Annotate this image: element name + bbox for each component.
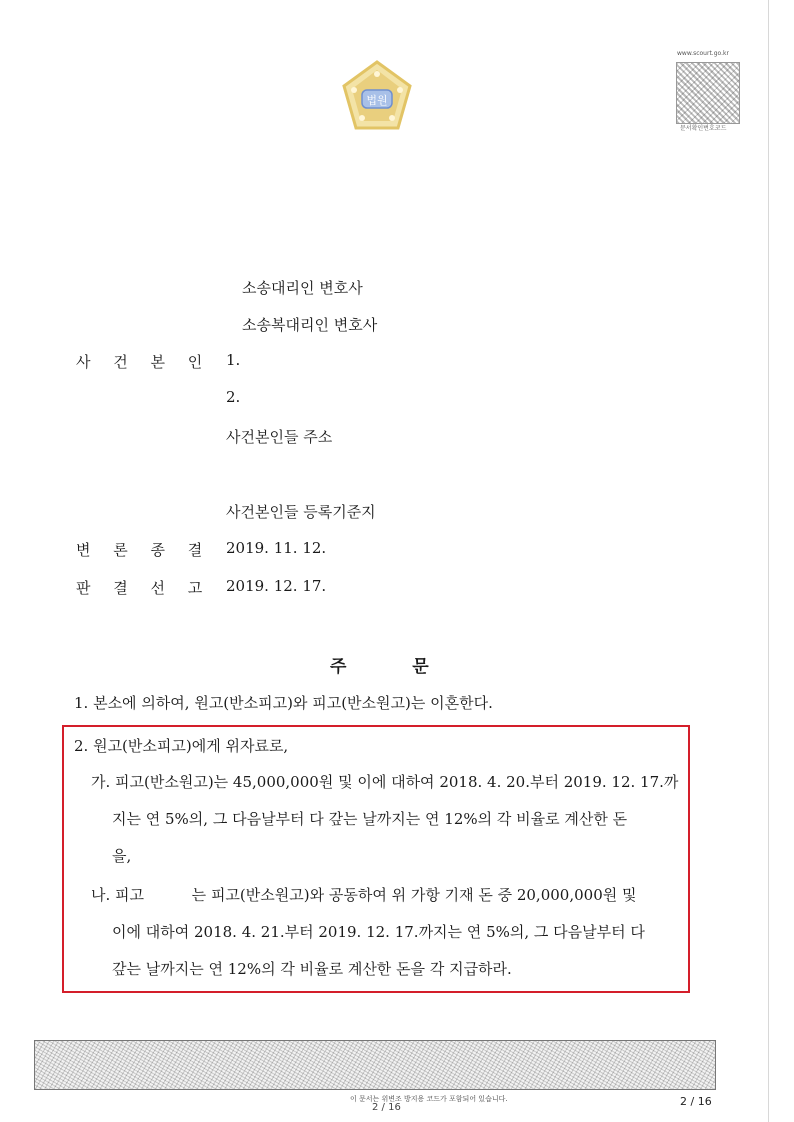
order-ga-line-2: 지는 연 5%의, 그 다음날부터 다 갚는 날까지는 연 12%의 각 비율로 계산한 돈 [112, 810, 628, 828]
verification-qr-code[interactable] [676, 62, 740, 124]
highlight-box [62, 725, 690, 993]
counsel-label: 소송대리인 변호사 [242, 279, 363, 297]
order-item-2: 2. 원고(반소피고)에게 위자료로, [74, 737, 289, 755]
order-ga-line-3: 을, [112, 847, 132, 865]
order-ga-line-1: 가. 피고(반소원고)는 45,000,000원 및 이에 대하여 2018. 4. 20.부터 2019. 12. 17.까 [91, 773, 679, 791]
principal-2: 2. [226, 388, 241, 406]
ruling-label: 판 결 선 고 [76, 579, 212, 597]
footer-note: 이 문서는 위변조 방지용 코드가 포함되어 있습니다. [350, 1095, 508, 1103]
order-na-line-1: 나. 피고 는 피고(반소원고)와 공동하여 위 가항 기재 돈 중 20,000,000원 및 [91, 886, 637, 904]
order-heading-left: 주 [330, 657, 347, 677]
court-emblem [340, 60, 414, 136]
anti-forgery-band [34, 1040, 716, 1090]
order-na-line-3: 갚는 날까지는 연 12%의 각 비율로 계산한 돈을 각 지급하라. [112, 960, 512, 978]
order-heading [330, 652, 429, 677]
order-heading-right: 문 [412, 657, 429, 677]
order-na-line-2: 이에 대하여 2018. 4. 21.부터 2019. 12. 17.까지는 연 5%의, 그 다음날부터 다 [112, 923, 645, 941]
sub-counsel-label: 소송복대리인 변호사 [242, 316, 378, 334]
emblem-text: 법원 [366, 94, 388, 107]
principal-registry: 사건본인들 등록기준지 [226, 503, 376, 521]
closing-date: 2019. 11. 12. [226, 539, 327, 557]
verify-caption: 문서확인번호코드 [680, 125, 727, 132]
principal-label: 사 건 본 인 [76, 353, 212, 371]
closing-label: 변 론 종 결 [76, 541, 212, 559]
scan-edge-line [768, 0, 769, 1122]
page-number-center: 2 / 16 [372, 1102, 401, 1113]
ruling-date: 2019. 12. 17. [226, 577, 327, 595]
verify-url[interactable]: www.scourt.go.kr [677, 50, 729, 57]
page-number-right: 2 / 16 [680, 1095, 712, 1108]
principal-1: 1. [226, 351, 241, 369]
order-item-1: 1. 본소에 의하여, 원고(반소피고)와 피고(반소원고)는 이혼한다. [74, 694, 493, 712]
principal-address: 사건본인들 주소 [226, 428, 333, 446]
